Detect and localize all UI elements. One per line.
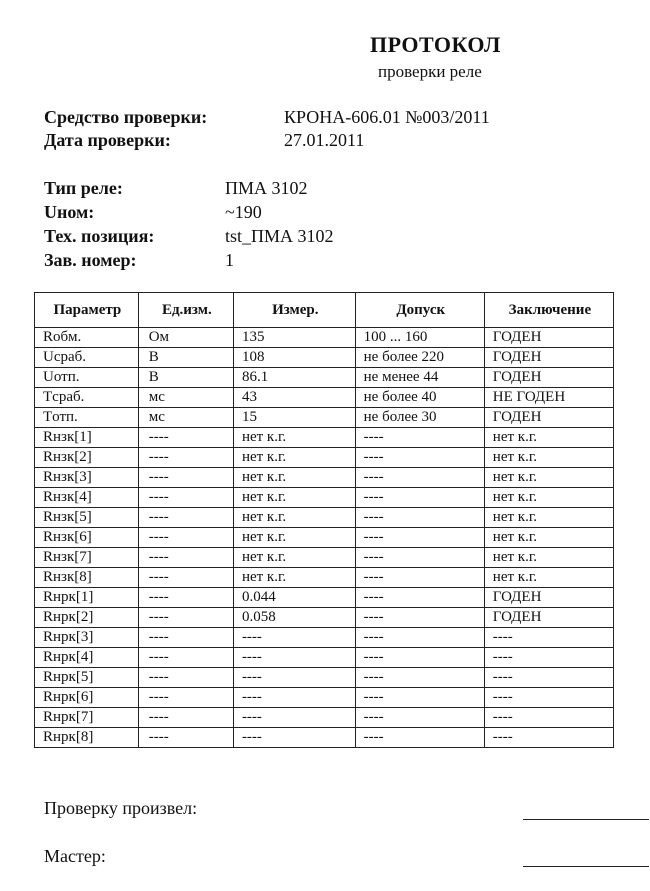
results-table	[34, 292, 614, 748]
table-row	[35, 708, 614, 728]
param-cell: Rнрк[3]	[35, 628, 139, 648]
table-row	[35, 388, 614, 408]
unit-cell: ----	[138, 468, 233, 488]
measured-cell: 135	[233, 328, 355, 348]
measured-cell: нет к.г.	[233, 508, 355, 528]
verdict-cell: нет к.г.	[484, 508, 613, 528]
table-row	[35, 368, 614, 388]
unit-cell: Ом	[138, 328, 233, 348]
unit-cell: ----	[138, 668, 233, 688]
position-label: Тех. позиция:	[44, 226, 155, 246]
measured-cell: нет к.г.	[233, 428, 355, 448]
document-subtitle: проверки реле	[378, 62, 482, 81]
verdict-cell: нет к.г.	[484, 568, 613, 588]
param-cell: Rнрк[7]	[35, 708, 139, 728]
unit-cell: ----	[138, 648, 233, 668]
unit-cell: ----	[138, 708, 233, 728]
measured-cell: нет к.г.	[233, 528, 355, 548]
unit-cell: мс	[138, 388, 233, 408]
table-row	[35, 488, 614, 508]
unit-cell: В	[138, 368, 233, 388]
measured-cell: нет к.г.	[233, 488, 355, 508]
unit-cell: ----	[138, 548, 233, 568]
tolerance-cell: ----	[355, 728, 484, 748]
unom-value: ~190	[225, 202, 262, 222]
measured-cell: 0.058	[233, 608, 355, 628]
unit-cell: мс	[138, 408, 233, 428]
verdict-cell: нет к.г.	[484, 488, 613, 508]
verdict-cell: нет к.г.	[484, 428, 613, 448]
measured-cell: 15	[233, 408, 355, 428]
param-cell: Rнрк[6]	[35, 688, 139, 708]
tolerance-cell: ----	[355, 588, 484, 608]
param-cell: Uотп.	[35, 368, 139, 388]
table-row	[35, 728, 614, 748]
verdict-cell: ----	[484, 728, 613, 748]
measured-cell: ----	[233, 668, 355, 688]
param-cell: Rнзк[6]	[35, 528, 139, 548]
verdict-cell: ----	[484, 628, 613, 648]
table-row	[35, 408, 614, 428]
device-row	[44, 107, 644, 131]
serial-row	[44, 250, 644, 274]
tolerance-cell: ----	[355, 528, 484, 548]
tolerance-cell: ----	[355, 708, 484, 728]
measured-cell: нет к.г.	[233, 568, 355, 588]
unom-row	[44, 202, 644, 226]
unit-cell: ----	[138, 688, 233, 708]
param-cell: Rнрк[5]	[35, 668, 139, 688]
tolerance-cell: ----	[355, 628, 484, 648]
tolerance-cell: не более 30	[355, 408, 484, 428]
serial-value: 1	[225, 250, 234, 270]
relay-type-value: ПМА 3102	[225, 178, 308, 198]
tolerance-cell: ----	[355, 488, 484, 508]
tolerance-cell: ----	[355, 468, 484, 488]
date-row	[44, 130, 644, 154]
column-header: Допуск	[355, 293, 484, 328]
param-cell: Rнрк[8]	[35, 728, 139, 748]
unit-cell: ----	[138, 588, 233, 608]
unit-cell: ----	[138, 528, 233, 548]
table-row	[35, 468, 614, 488]
verdict-cell: нет к.г.	[484, 468, 613, 488]
device-value: КРОНА-606.01 №003/2011	[284, 107, 490, 127]
document-title: ПРОТОКОЛ	[370, 32, 501, 57]
param-cell: Rнзк[7]	[35, 548, 139, 568]
verdict-cell: ГОДЕН	[484, 328, 613, 348]
column-header: Ед.изм.	[138, 293, 233, 328]
param-cell: Tотп.	[35, 408, 139, 428]
param-cell: Rнрк[4]	[35, 648, 139, 668]
table-row	[35, 668, 614, 688]
measured-cell: 43	[233, 388, 355, 408]
table-row	[35, 568, 614, 588]
verdict-cell: нет к.г.	[484, 528, 613, 548]
measured-cell: 108	[233, 348, 355, 368]
tolerance-cell: не менее 44	[355, 368, 484, 388]
measured-cell: 0.044	[233, 588, 355, 608]
verdict-cell: ----	[484, 668, 613, 688]
verdict-cell: ГОДЕН	[484, 588, 613, 608]
table-row	[35, 648, 614, 668]
tolerance-cell: не более 220	[355, 348, 484, 368]
table-row	[35, 628, 614, 648]
checked-by-label: Проверку произвел:	[44, 798, 198, 818]
table-row	[35, 328, 614, 348]
verdict-cell: ГОДЕН	[484, 368, 613, 388]
param-cell: Rнзк[4]	[35, 488, 139, 508]
measured-cell: нет к.г.	[233, 468, 355, 488]
column-header: Измер.	[233, 293, 355, 328]
param-cell: Rнзк[1]	[35, 428, 139, 448]
verdict-cell: ГОДЕН	[484, 348, 613, 368]
table-row	[35, 608, 614, 628]
relay-type-row	[44, 178, 644, 202]
verdict-cell: НЕ ГОДЕН	[484, 388, 613, 408]
table-row	[35, 548, 614, 568]
column-header: Заключение	[484, 293, 613, 328]
verdict-cell: нет к.г.	[484, 548, 613, 568]
tolerance-cell: 100 ... 160	[355, 328, 484, 348]
measured-cell: нет к.г.	[233, 548, 355, 568]
checked-by-signature-line	[523, 819, 649, 820]
verdict-cell: ГОДЕН	[484, 608, 613, 628]
param-cell: Rнзк[3]	[35, 468, 139, 488]
param-cell: Rнзк[5]	[35, 508, 139, 528]
table-body	[35, 328, 614, 748]
master-signature-line	[523, 866, 649, 867]
unit-cell: ----	[138, 728, 233, 748]
tolerance-cell: ----	[355, 508, 484, 528]
date-label: Дата проверки:	[44, 130, 171, 150]
table-row	[35, 508, 614, 528]
position-value: tst_ПМА 3102	[225, 226, 334, 246]
verdict-cell: ----	[484, 708, 613, 728]
param-cell: Rнзк[2]	[35, 448, 139, 468]
measured-cell: ----	[233, 648, 355, 668]
measured-cell: ----	[233, 728, 355, 748]
param-cell: Uсраб.	[35, 348, 139, 368]
table-row	[35, 428, 614, 448]
tolerance-cell: ----	[355, 428, 484, 448]
unit-cell: ----	[138, 628, 233, 648]
tolerance-cell: ----	[355, 548, 484, 568]
verdict-cell: ГОДЕН	[484, 408, 613, 428]
device-label: Средство проверки:	[44, 107, 208, 127]
master-label: Мастер:	[44, 846, 106, 866]
table-row	[35, 348, 614, 368]
relay-type-label: Тип реле:	[44, 178, 123, 198]
unom-label: Uном:	[44, 202, 95, 222]
unit-cell: ----	[138, 448, 233, 468]
measured-cell: ----	[233, 708, 355, 728]
unit-cell: ----	[138, 568, 233, 588]
param-cell: Rнзк[8]	[35, 568, 139, 588]
param-cell: Rнрк[1]	[35, 588, 139, 608]
tolerance-cell: ----	[355, 688, 484, 708]
position-row	[44, 226, 644, 250]
table-header-row	[35, 293, 614, 328]
unit-cell: ----	[138, 488, 233, 508]
verdict-cell: ----	[484, 648, 613, 668]
tolerance-cell: ----	[355, 648, 484, 668]
tolerance-cell: ----	[355, 668, 484, 688]
verdict-cell: нет к.г.	[484, 448, 613, 468]
unit-cell: ----	[138, 428, 233, 448]
date-value: 27.01.2011	[284, 130, 365, 150]
table-row	[35, 588, 614, 608]
param-cell: Rнрк[2]	[35, 608, 139, 628]
param-cell: Tсраб.	[35, 388, 139, 408]
measured-cell: ----	[233, 688, 355, 708]
serial-label: Зав. номер:	[44, 250, 137, 270]
column-header: Параметр	[35, 293, 139, 328]
unit-cell: ----	[138, 508, 233, 528]
verdict-cell: ----	[484, 688, 613, 708]
measured-cell: нет к.г.	[233, 448, 355, 468]
unit-cell: ----	[138, 608, 233, 628]
measured-cell: 86.1	[233, 368, 355, 388]
tolerance-cell: ----	[355, 448, 484, 468]
tolerance-cell: ----	[355, 568, 484, 588]
table-row	[35, 528, 614, 548]
measured-cell: ----	[233, 628, 355, 648]
tolerance-cell: не более 40	[355, 388, 484, 408]
table-row	[35, 688, 614, 708]
tolerance-cell: ----	[355, 608, 484, 628]
table-row	[35, 448, 614, 468]
param-cell: Rобм.	[35, 328, 139, 348]
unit-cell: В	[138, 348, 233, 368]
